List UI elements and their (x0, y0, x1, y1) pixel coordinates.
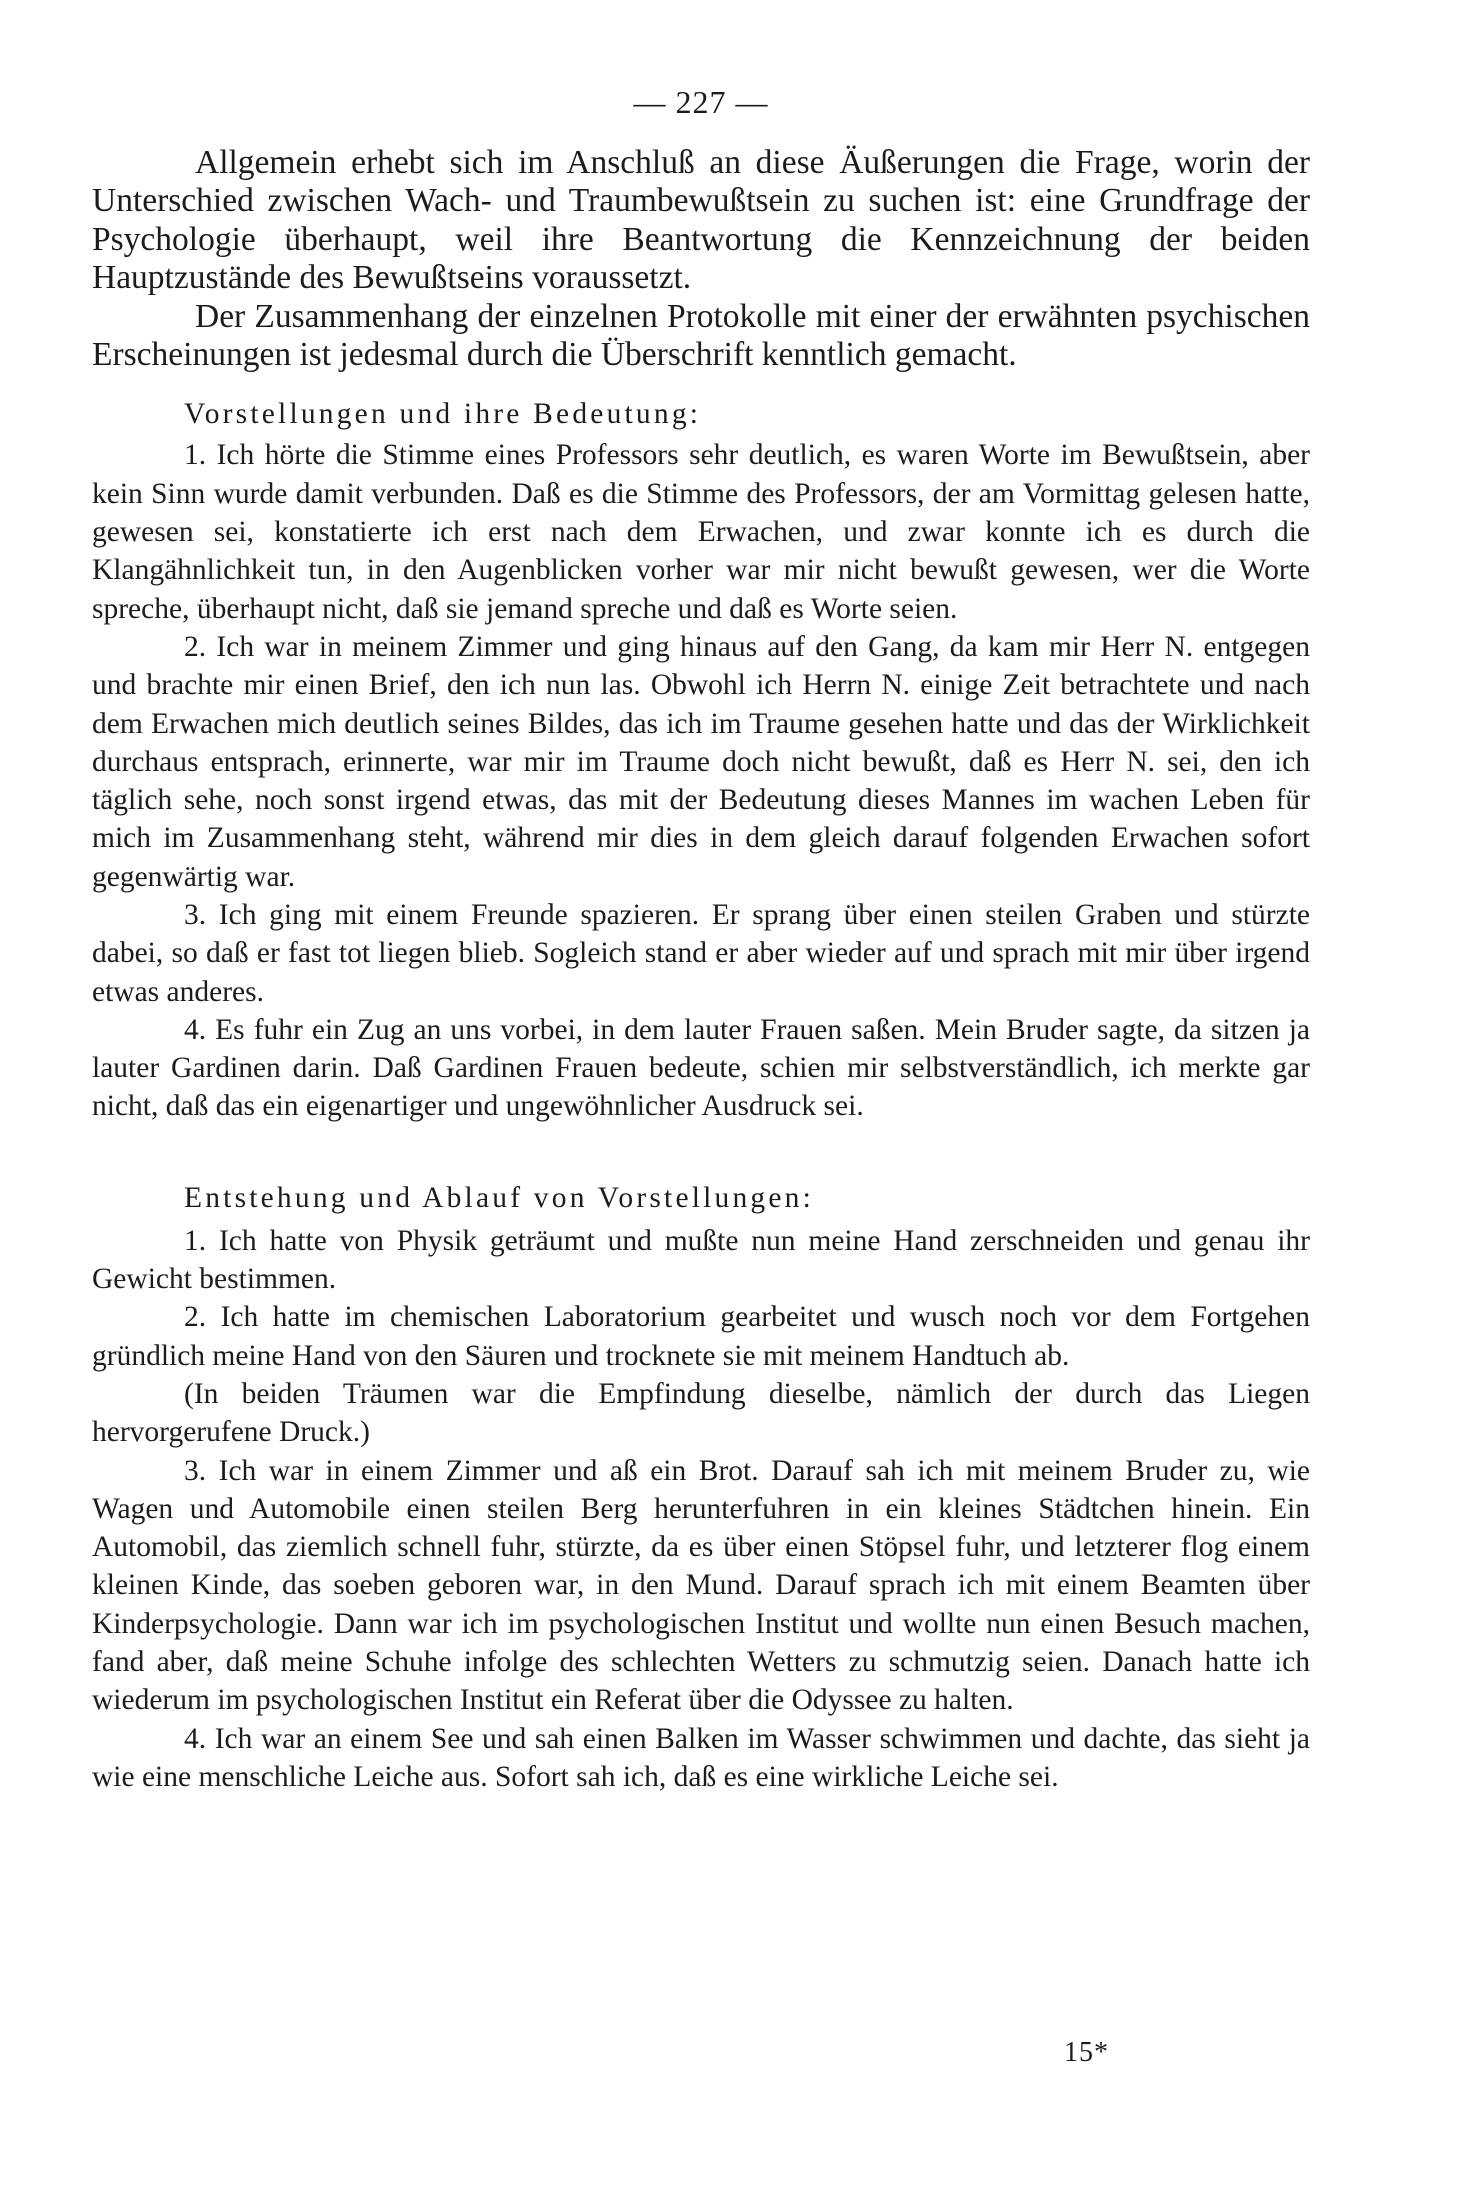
intro-paragraph: Der Zusammenhang der einzelnen Protokolle mit einer der erwähnten psychischen Erscheinungen ist jedesmal durch die Überschrift kenntlich gemacht. (92, 297, 1310, 374)
section-heading: Entstehung und Ablauf von Vorstellungen: (184, 1181, 815, 1214)
page-number: — 227 — (633, 84, 769, 120)
protocol-item: 4. Ich war an einem See und sah einen Balken im Wasser schwimmen und dachte, das sieht ja wie eine menschliche Leiche aus. Sofort sah ich, daß es eine wirkliche Leiche sei. (92, 1722, 1310, 1793)
section-entstehung (92, 1180, 1310, 1796)
protocol-item: 2. Ich hatte im chemischen Laboratorium gearbeitet und wusch noch vor dem Fortgehen gründlich meine Hand von den Säuren und trocknete sie mit meinem Handtuch ab. (92, 1301, 1310, 1372)
protocol-item: 3. Ich ging mit einem Freunde spazieren. Er sprang über einen steilen Graben und stürzte dabei, so daß er fast tot liegen blieb. Sogleich stand er aber wieder auf und sprach mit mir über irgend etwas anderes. (92, 899, 1310, 1008)
page-body (92, 82, 1310, 1796)
sheet-signature: 15* (1064, 2037, 1109, 2068)
intro-text (92, 144, 1310, 374)
protocol-item: 2. Ich war in meinem Zimmer und ging hinaus auf den Gang, da kam mir Herr N. entgegen und brachte mir einen Brief, den ich nun las. Obwohl ich Herrn N. einige Zeit betrachtete und nach dem Erwachen mich deutlich seines Bildes, das ich im Traume gesehen hatte und das der Wirklichkeit durchaus entsprach, erinnerte, war mir im Traume doch nicht bewußt, daß es Herr N. sei, den ich täglich sehe, noch sonst irgend etwas, das mit der Bedeutung dieses Mannes im wachen Leben für mich im Zusammenhang steht, während mir dies in dem gleich darauf folgenden Erwachen sofort gegenwärtig war. (92, 630, 1310, 893)
section-heading: Vorstellungen und ihre Bedeutung: (184, 398, 702, 431)
protocol-item: 4. Es fuhr ein Zug an uns vorbei, in dem lauter Frauen saßen. Mein Bruder sagte, da sitzen ja lauter Gardinen darin. Daß Gardinen Frauen bedeute, schien mir selbstverständlich, ich merkte gar nicht, daß das ein eigenartiger und ungewöhnlicher Ausdruck sei. (92, 1013, 1310, 1123)
section-vorstellungen (92, 396, 1310, 1125)
protocol-item: 1. Ich hörte die Stimme eines Professors sehr deutlich, es waren Worte im Bewußtsein, aber kein Sinn wurde damit verbunden. Daß es die Stimme des Professors, der am Vormittag gelesen hatte, gewesen sei, konstatierte ich erst nach dem Erwachen, und zwar konnte ich es durch die Klangähnlichkeit tun, in den Augenblicken vorher war mir nicht bewußt gewesen, wer die Worte spreche, überhaupt nicht, daß sie jemand spreche und daß es Worte seien. (92, 439, 1310, 625)
protocol-item: 3. Ich war in einem Zimmer und aß ein Brot. Darauf sah ich mit meinem Bruder zu, wie Wagen und Automobile einen steilen Berg herunterfuhren in ein kleines Städtchen hinein. Ein Automobil, das ziemlich schnell fuhr, stürzte, da es über einen Stöpsel fuhr, und letzterer flog einem kleinen Kinde, das soeben geboren war, in den Mund. Darauf sprach ich mit einem Beamten über Kinderpsychologie. Dann war ich im psychologischen Institut und wollte nun einen Besuch machen, fand aber, daß meine Schuhe infolge des schlechten Wetters zu schmutzig seien. Danach hatte ich wiederum im psychologischen Institut ein Referat über die Odyssee zu halten. (92, 1454, 1310, 1717)
intro-paragraph: Allgemein erhebt sich im Anschluß an diese Äußerungen die Frage, worin der Unterschied zwischen Wach- und Traumbewußtsein zu suchen ist: eine Grundfrage der Psychologie überhaupt, weil ihre Beantwortung die Kennzeichnung der beiden Hauptzustände des Bewußtseins voraussetzt. (92, 144, 1310, 297)
protocol-item: 1. Ich hatte von Physik geträumt und mußte nun meine Hand zerschneiden und genau ihr Gewicht bestimmen. (92, 1224, 1310, 1296)
protocol-note: (In beiden Träumen war die Empfindung dieselbe, nämlich der durch das Liegen hervorgerufene Druck.) (92, 1377, 1310, 1449)
